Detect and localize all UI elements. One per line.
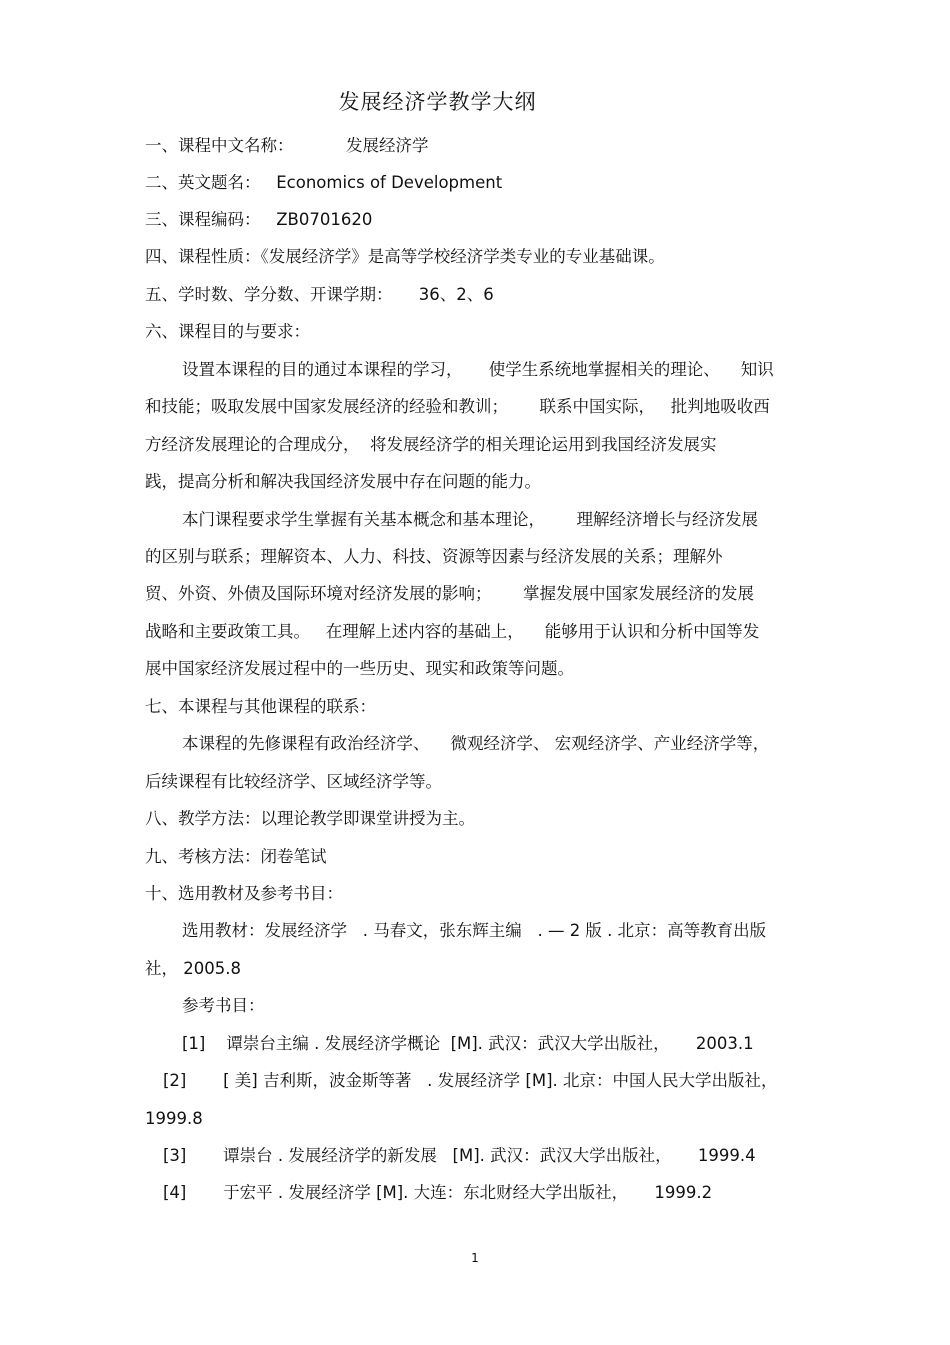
paragraph-line: 践，提高分析和解决我国经济发展中存在问题的能力。 <box>145 472 541 491</box>
paragraph-line: 和技能；吸取发展中国家发展经济的经验和教训； 联系中国实际， 批判地吸收西 <box>145 397 770 416</box>
document-title: 发展经济学教学大纲 <box>338 90 537 114</box>
reference-item: [4] 于宏平 . 发展经济学 [M]. 大连：东北财经大学出版社， 1999.2 <box>163 1183 713 1202</box>
course-chinese-name: 一、课程中文名称： 发展经济学 <box>145 136 429 155</box>
teaching-method: 八、教学方法：以理论教学即课堂讲授为主。 <box>145 809 475 828</box>
course-hours-credits: 五、学时数、学分数、开课学期： 36、2、6 <box>145 285 494 304</box>
paragraph-line: 方经济发展理论的合理成分， 将发展经济学的相关理论运用到我国经济发展实 <box>145 435 717 454</box>
reference-item: 1999.8 <box>145 1109 203 1128</box>
references-heading: 参考书目： <box>182 996 265 1015</box>
paragraph-line: 后续课程有比较经济学、区域经济学等。 <box>145 772 442 791</box>
textbook-line: 选用教材：发展经济学 . 马春文，张东辉主编 . — 2 版 . 北京：高等教育出版 <box>182 921 767 940</box>
course-nature: 四、课程性质：《发展经济学》是高等学校经济学类专业的专业基础课。 <box>145 247 665 266</box>
section-heading-objectives: 六、课程目的与要求： <box>145 322 310 341</box>
assessment-method: 九、考核方法：闭卷笔试 <box>145 847 327 866</box>
reference-item: [3] 谭崇台 . 发展经济学的新发展 [M]. 武汉：武汉大学出版社， 1999.4 <box>163 1146 756 1165</box>
section-heading-relations: 七、本课程与其他课程的联系： <box>145 697 376 716</box>
course-english-title: 二、英文题名： Economics of Development <box>145 173 503 192</box>
paragraph-line: 本课程的先修课程有政治经济学、 微观经济学、 宏观经济学、产业经济学等， <box>182 734 770 753</box>
paragraph-line: 的区别与联系；理解资本、人力、科技、资源等因素与经济发展的关系；理解外 <box>145 547 723 566</box>
reference-item: [1] 谭崇台主编 . 发展经济学概论 [M]. 武汉：武汉大学出版社， 2003.1 <box>182 1034 754 1053</box>
section-heading-textbooks: 十、选用教材及参考书目： <box>145 884 343 903</box>
paragraph-line: 战略和主要政策工具。 在理解上述内容的基础上， 能够用于认识和分析中国等发 <box>145 622 760 641</box>
page-number: 1 <box>471 1251 479 1265</box>
paragraph-line: 设置本课程的目的通过本课程的学习， 使学生系统地掌握相关的理论、 知识 <box>182 360 774 379</box>
textbook-line: 社， 2005.8 <box>145 959 241 978</box>
paragraph-line: 展中国家经济发展过程中的一些历史、现实和政策等问题。 <box>145 659 574 678</box>
course-code: 三、课程编码： ZB0701620 <box>145 210 373 229</box>
reference-item: [2] [ 美] 吉利斯，波金斯等著 . 发展经济学 [M]. 北京：中国人民大学出版社， <box>163 1071 778 1090</box>
paragraph-line: 贸、外资、外债及国际环境对经济发展的影响； 掌握发展中国家发展经济的发展 <box>145 584 754 603</box>
paragraph-line: 本门课程要求学生掌握有关基本概念和基本理论， 理解经济增长与经济发展 <box>182 510 758 529</box>
